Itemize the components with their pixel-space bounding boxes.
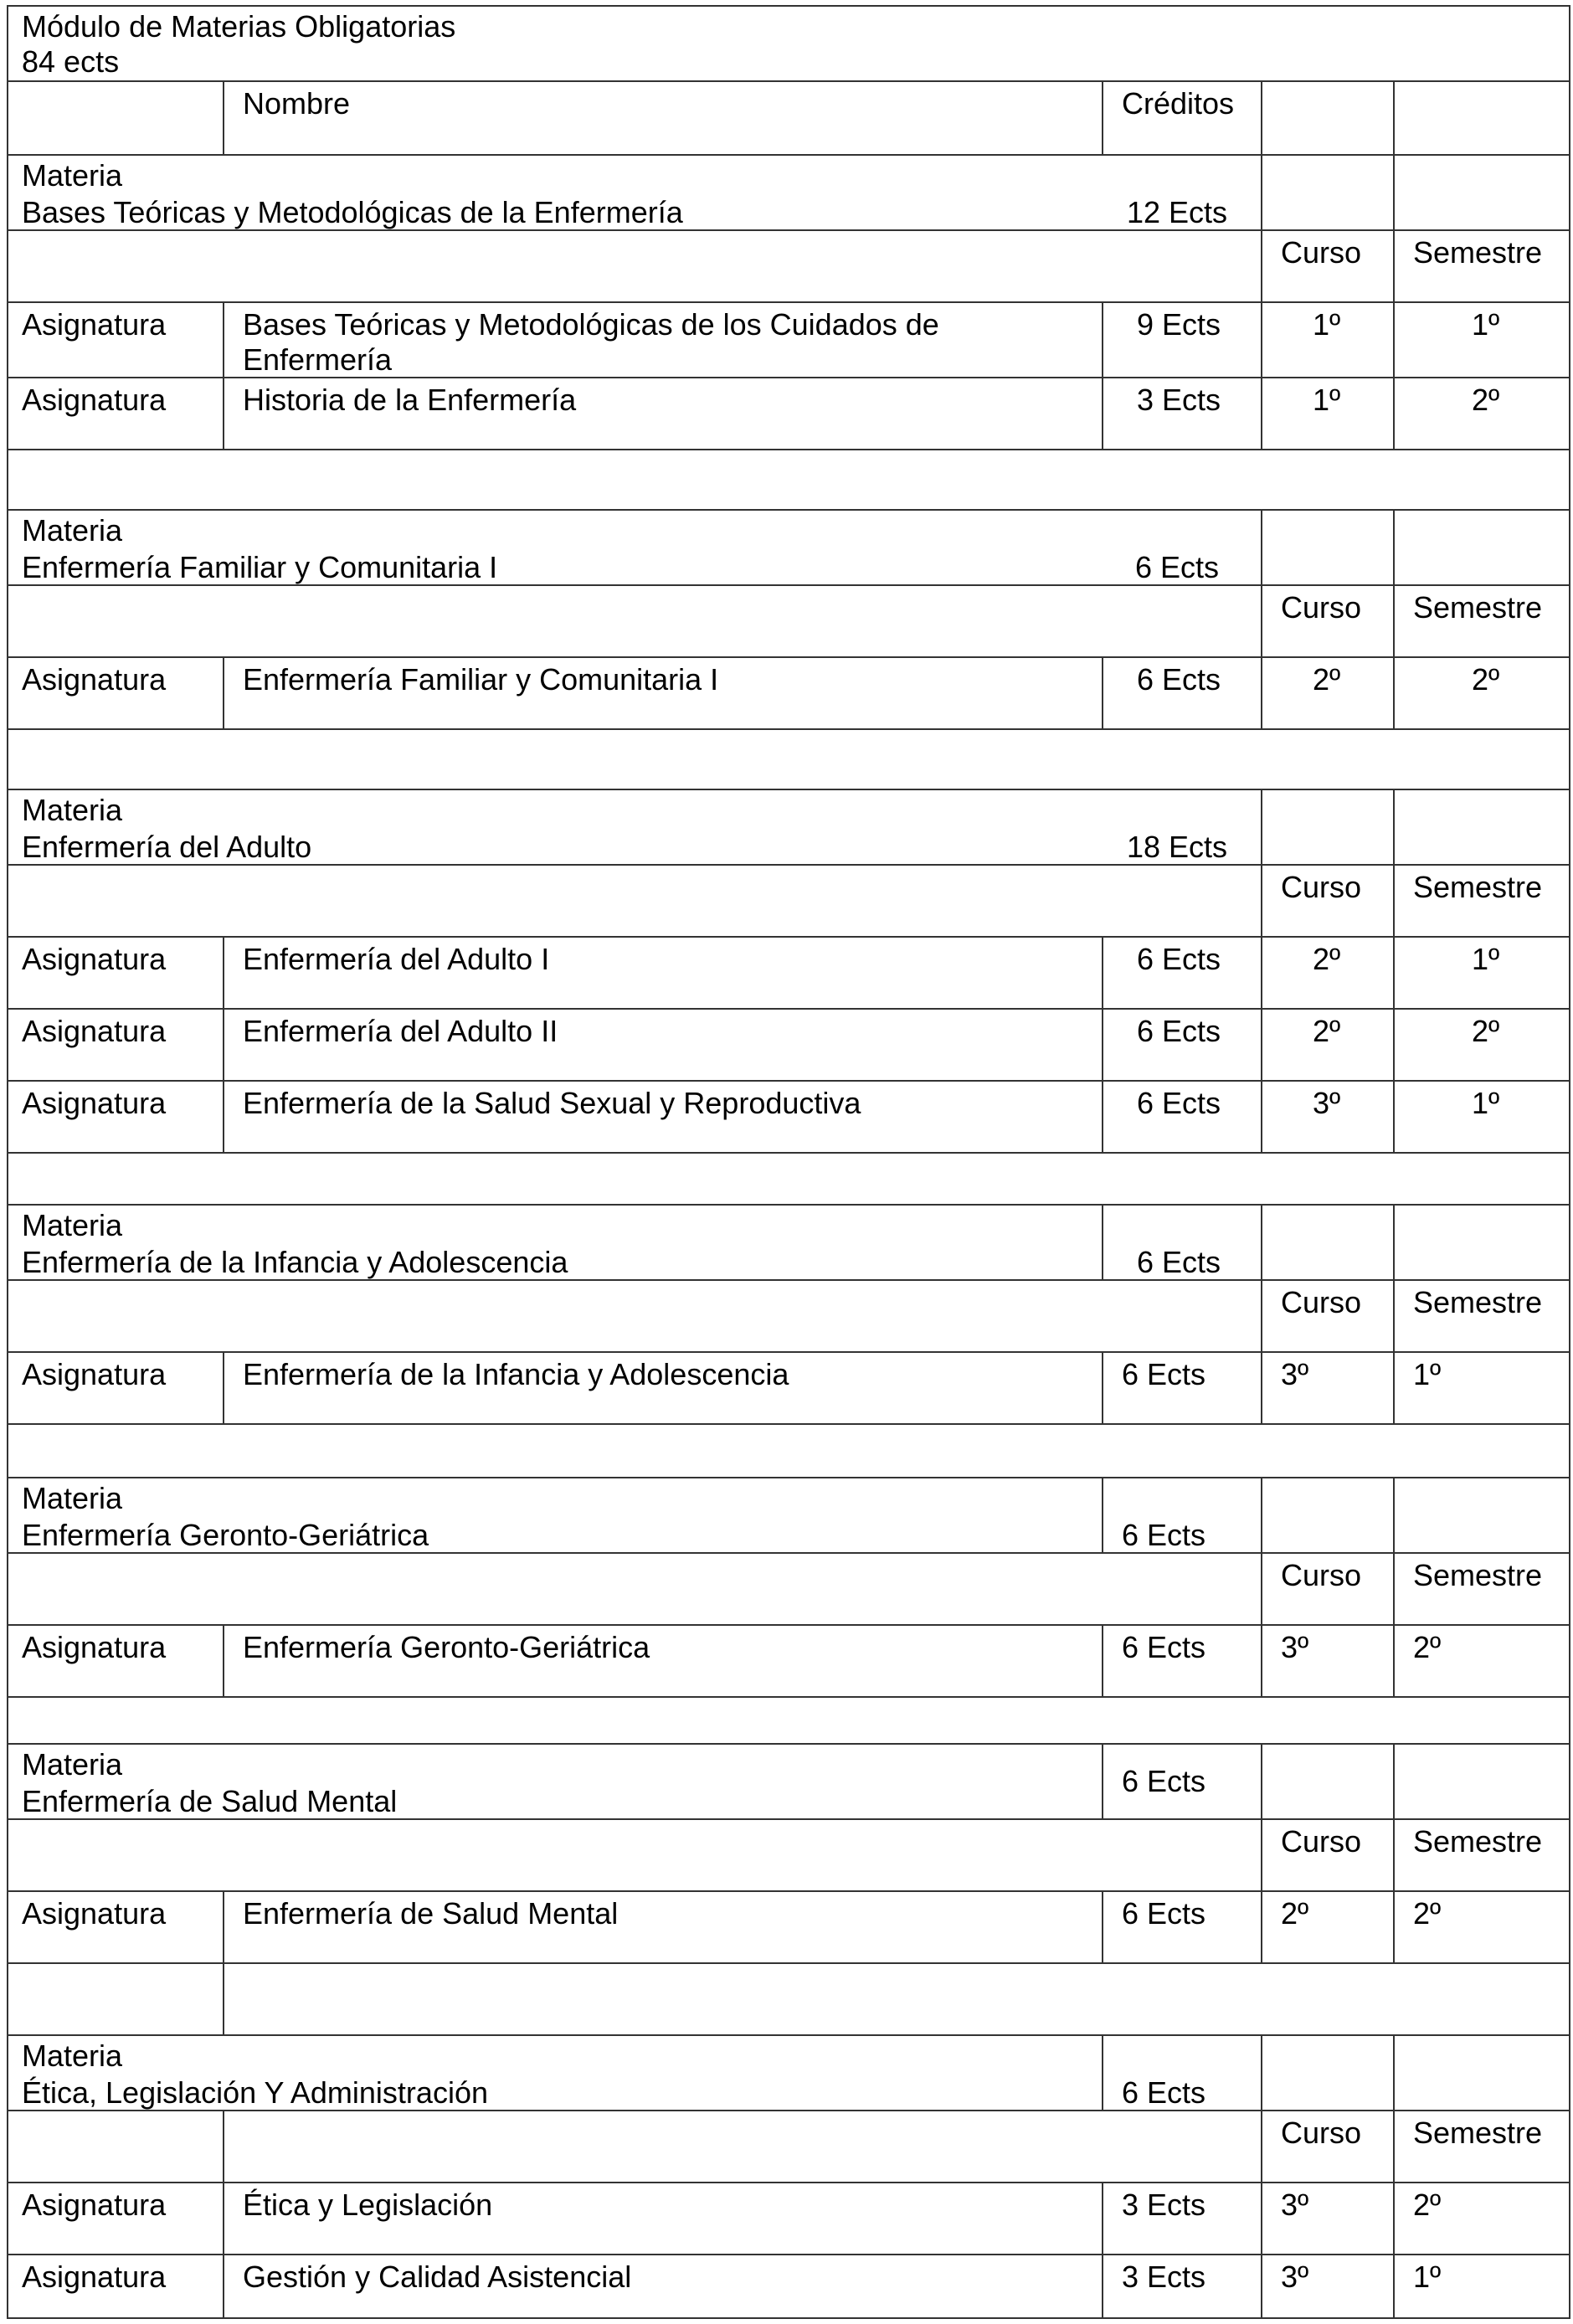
curso-header-row <box>8 1818 1569 1890</box>
materia-label: Materia <box>22 1481 123 1515</box>
materia-label: Materia <box>22 2039 123 2073</box>
curso-label: Curso <box>1281 590 1362 625</box>
asignatura-name: Historia de la Enfermería <box>243 383 577 417</box>
curso-label: Curso <box>1281 1824 1362 1859</box>
asignatura-credits: 6 Ects <box>1137 1086 1221 1120</box>
curso-header-row <box>8 864 1569 936</box>
curso-label: Curso <box>1281 1558 1362 1592</box>
asignatura-row <box>8 1624 1569 1696</box>
asignatura-semestre: 1º <box>1413 2260 1442 2294</box>
module-credits: 84 ects <box>22 44 120 79</box>
materia-credits: 18 Ects <box>1127 830 1228 864</box>
asignatura-credits: 3 Ects <box>1137 383 1221 417</box>
spacer-row <box>8 1152 1569 1204</box>
asignatura-label: Asignatura <box>22 1357 167 1391</box>
asignatura-name-line2: Enfermería <box>243 342 393 377</box>
asignatura-name: Enfermería Familiar y Comunitaria I <box>243 662 719 697</box>
materia-row <box>8 2034 1569 2110</box>
asignatura-name: Enfermería de la Salud Sexual y Reproductiva <box>243 1086 861 1120</box>
asignatura-curso: 3º <box>1281 2260 1309 2294</box>
asignatura-label: Asignatura <box>22 1896 167 1931</box>
curso-header-row <box>8 229 1569 301</box>
asignatura-semestre: 1º <box>1472 307 1500 342</box>
asignatura-curso: 3º <box>1281 2188 1309 2222</box>
asignatura-row <box>8 1080 1569 1152</box>
asignatura-name: Bases Teóricas y Metodológicas de los Cuidados de <box>243 307 939 342</box>
asignatura-semestre: 1º <box>1413 1357 1442 1391</box>
materia-credits: 12 Ects <box>1127 195 1228 229</box>
asignatura-row <box>8 1008 1569 1080</box>
asignatura-semestre: 2º <box>1413 1896 1442 1931</box>
asignatura-semestre: 2º <box>1413 2188 1442 2222</box>
asignatura-row <box>8 936 1569 1008</box>
semestre-label: Semestre <box>1413 1558 1543 1592</box>
materia-row <box>8 1743 1569 1818</box>
asignatura-curso: 1º <box>1313 383 1341 417</box>
materia-row <box>8 1477 1569 1552</box>
asignatura-semestre: 1º <box>1472 1086 1500 1120</box>
curso-header-row <box>8 1279 1569 1351</box>
curso-header-row <box>8 1552 1569 1624</box>
asignatura-name: Enfermería del Adulto I <box>243 942 550 976</box>
materia-label: Materia <box>22 513 123 548</box>
asignatura-label: Asignatura <box>22 1086 167 1120</box>
curso-header-row <box>8 2110 1569 2182</box>
materia-row <box>8 1204 1569 1279</box>
asignatura-label: Asignatura <box>22 942 167 976</box>
materia-label: Materia <box>22 1747 123 1782</box>
asignatura-row <box>8 656 1569 728</box>
materia-name: Ética, Legislación Y Administración <box>22 2075 488 2110</box>
module-title: Módulo de Materias Obligatorias <box>22 9 456 44</box>
asignatura-row <box>8 301 1569 377</box>
asignatura-curso: 2º <box>1313 1014 1341 1048</box>
asignatura-name: Enfermería Geronto-Geriátrica <box>243 1630 650 1664</box>
module-title-row <box>8 7 1569 80</box>
semestre-label: Semestre <box>1413 870 1543 904</box>
materia-credits: 6 Ects <box>1122 1764 1206 1798</box>
semestre-label: Semestre <box>1413 235 1543 270</box>
materia-credits: 6 Ects <box>1135 550 1220 584</box>
materia-name: Enfermería de la Infancia y Adolescencia <box>22 1245 568 1279</box>
curso-label: Curso <box>1281 870 1362 904</box>
asignatura-label: Asignatura <box>22 2260 167 2294</box>
materia-credits: 6 Ects <box>1122 2075 1206 2110</box>
header-nombre: Nombre <box>243 86 351 121</box>
asignatura-label: Asignatura <box>22 1630 167 1664</box>
materia-name: Enfermería Geronto-Geriátrica <box>22 1518 429 1552</box>
semestre-label: Semestre <box>1413 590 1543 625</box>
asignatura-row <box>8 2182 1569 2254</box>
asignatura-credits: 6 Ects <box>1122 1630 1206 1664</box>
asignatura-semestre: 2º <box>1413 1630 1442 1664</box>
asignatura-row <box>8 1351 1569 1423</box>
materia-name: Enfermería del Adulto <box>22 830 312 864</box>
asignatura-curso: 3º <box>1281 1357 1309 1391</box>
asignatura-credits: 6 Ects <box>1122 1357 1206 1391</box>
asignatura-semestre: 1º <box>1472 942 1500 976</box>
asignatura-curso: 3º <box>1313 1086 1341 1120</box>
asignatura-curso: 2º <box>1281 1896 1309 1931</box>
header-creditos: Créditos <box>1122 86 1235 121</box>
materia-row <box>8 154 1569 229</box>
curso-label: Curso <box>1281 1285 1362 1319</box>
asignatura-curso: 3º <box>1281 1630 1309 1664</box>
asignatura-credits: 3 Ects <box>1122 2188 1206 2222</box>
spacer-row <box>8 728 1569 789</box>
asignatura-semestre: 2º <box>1472 383 1500 417</box>
asignatura-row <box>8 1890 1569 1962</box>
semestre-label: Semestre <box>1413 2116 1543 2150</box>
materia-name: Enfermería Familiar y Comunitaria I <box>22 550 498 584</box>
semestre-label: Semestre <box>1413 1285 1543 1319</box>
asignatura-name: Ética y Legislación <box>243 2188 493 2222</box>
asignatura-name: Enfermería de Salud Mental <box>243 1896 619 1931</box>
asignatura-label: Asignatura <box>22 307 167 342</box>
materia-credits: 6 Ects <box>1137 1245 1221 1279</box>
asignatura-semestre: 2º <box>1472 662 1500 697</box>
asignatura-credits: 3 Ects <box>1122 2260 1206 2294</box>
asignatura-curso: 2º <box>1313 942 1341 976</box>
semestre-label: Semestre <box>1413 1824 1543 1859</box>
asignatura-label: Asignatura <box>22 383 167 417</box>
materia-row <box>8 789 1569 864</box>
asignatura-name: Enfermería del Adulto II <box>243 1014 558 1048</box>
asignatura-semestre: 2º <box>1472 1014 1500 1048</box>
materia-label: Materia <box>22 793 123 827</box>
asignatura-credits: 6 Ects <box>1137 1014 1221 1048</box>
curso-header-row <box>8 584 1569 656</box>
curso-label: Curso <box>1281 235 1362 270</box>
curso-label: Curso <box>1281 2116 1362 2150</box>
materia-label: Materia <box>22 1208 123 1242</box>
asignatura-label: Asignatura <box>22 662 167 697</box>
materia-credits: 6 Ects <box>1122 1518 1206 1552</box>
asignatura-credits: 6 Ects <box>1137 942 1221 976</box>
spacer-row <box>8 449 1569 509</box>
asignatura-name: Gestión y Calidad Asistencial <box>243 2260 632 2294</box>
asignatura-name: Enfermería de la Infancia y Adolescencia <box>243 1357 789 1391</box>
subjects-table <box>7 5 1570 2319</box>
spacer-row <box>8 1423 1569 1477</box>
header-row <box>8 80 1569 154</box>
materia-name: Bases Teóricas y Metodológicas de la Enfermería <box>22 195 683 229</box>
asignatura-credits: 6 Ects <box>1122 1896 1206 1931</box>
spacer-row <box>8 1696 1569 1743</box>
asignatura-row <box>8 2254 1569 2317</box>
materia-label: Materia <box>22 158 123 193</box>
materia-row <box>8 509 1569 584</box>
asignatura-curso: 1º <box>1313 307 1341 342</box>
asignatura-label: Asignatura <box>22 2188 167 2222</box>
asignatura-credits: 9 Ects <box>1137 307 1221 342</box>
asignatura-label: Asignatura <box>22 1014 167 1048</box>
asignatura-credits: 6 Ects <box>1137 662 1221 697</box>
materia-name: Enfermería de Salud Mental <box>22 1784 398 1818</box>
asignatura-row <box>8 377 1569 449</box>
asignatura-curso: 2º <box>1313 662 1341 697</box>
spacer-row <box>8 1962 1569 2034</box>
